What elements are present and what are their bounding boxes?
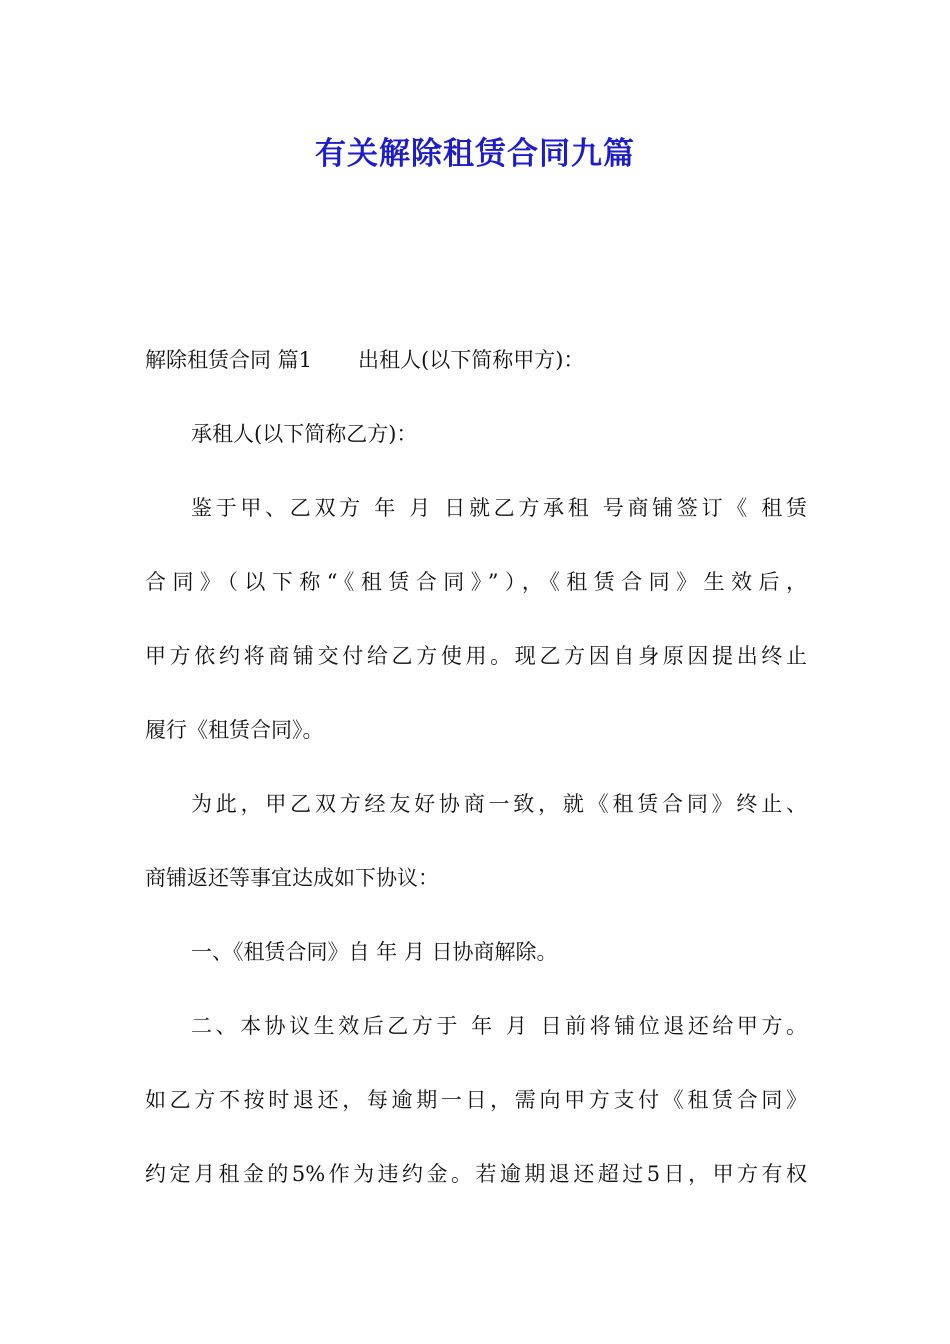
text-line: 如乙方不按时退还，每逾期一日，需向甲方支付《租赁合同》 [145,1088,807,1112]
text-line: 二、本协议生效后乙方于 年 月 日前将铺位退还给甲方。 [191,1014,807,1038]
document-body [145,339,807,1227]
lessor-label: 出租人(以下简称甲方)： [358,348,585,372]
text-line: 为此，甲乙双方经友好协商一致，就《租赁合同》终止、 [191,792,807,816]
text-line [145,339,807,413]
text-line: 履行《租赁合同》。 [145,718,324,742]
text-line: 鉴于甲、乙双方 年 月 日就乙方承租 号商铺签订《 租赁 [191,496,807,520]
text-line: 合同》（以下称“《租赁合同》”），《租赁合同》生效后， [145,570,807,594]
text-line: 商铺返还等事宜达成如下协议： [145,866,439,890]
text-line: 一、《租赁合同》自 年 月 日协商解除。 [191,940,558,964]
text-line: 约定月租金的5%作为违约金。若逾期退还超过5日，甲方有权 [145,1162,807,1186]
text-line: 甲方依约将商铺交付给乙方使用。现乙方因自身原因提出终止 [145,644,807,668]
section-heading: 解除租赁合同 篇1 [145,348,313,372]
document-title: 有关解除租赁合同九篇 [315,136,635,172]
text-line: 承租人(以下简称乙方)： [191,422,418,446]
